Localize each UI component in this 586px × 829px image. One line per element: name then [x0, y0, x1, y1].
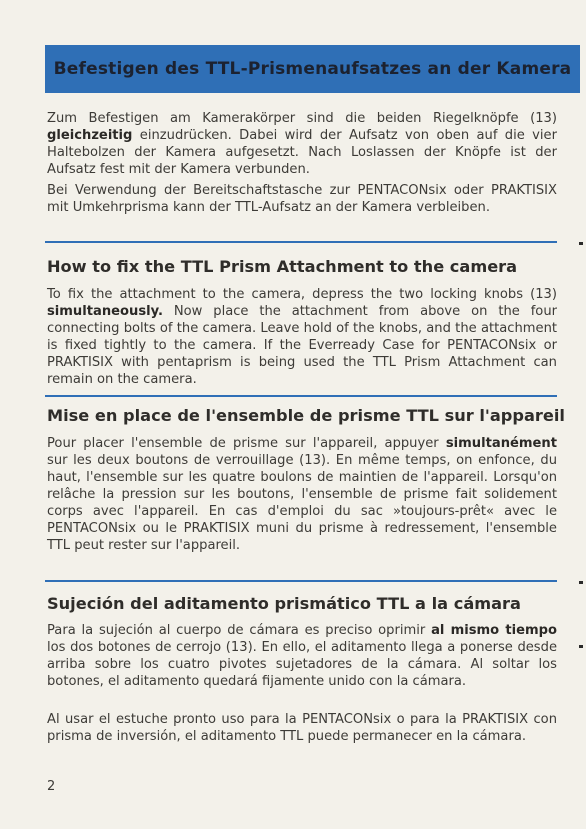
- margin-mark: [579, 581, 583, 584]
- french-text: Pour placer l'ensemble de prisme sur l'appareil, appuyer: [47, 436, 446, 451]
- english-text-cont: Now place the attachment from above on the four connecting bolts of the camera. Leave hold of the knobs, and the attachment is fixed tightly to the camera. If the Everready Case for PENTACONsix or PRAKTISIX with pentaprism is being used the TTL Prism Attachment can remain on the camera.: [47, 304, 557, 387]
- section-banner: [45, 45, 580, 93]
- spanish-text: Para la sujeción al cuerpo de cámara es preciso oprimir: [47, 623, 432, 638]
- english-emphasis: simultaneously.: [47, 304, 163, 319]
- spanish-paragraph-2: Al usar el estuche pronto uso para la PENTACONsix o para la PRAKTISIX con prisma de inversión, el aditamento TTL puede permanecer en la cámara.: [47, 712, 557, 744]
- margin-mark: [579, 242, 583, 245]
- english-heading: How to fix the TTL Prism Attachment to the camera: [47, 257, 518, 276]
- margin-mark: [579, 645, 583, 648]
- french-emphasis: simultanément: [445, 436, 557, 451]
- section-divider: [45, 241, 557, 243]
- german-emphasis: gleichzeitig: [47, 128, 133, 143]
- french-heading: Mise en place de l'ensemble de prisme TTL sur l'appareil: [47, 406, 565, 425]
- spanish-paragraph-1: [47, 622, 557, 690]
- spanish-emphasis: al mismo tiempo: [431, 623, 557, 638]
- german-paragraph-2: Bei Verwendung der Bereitschaftstasche zur PENTACONsix oder PRAKTISIX mit Umkehrprisma kann der TTL-Aufsatz an der Kamera verbleiben.: [47, 183, 557, 215]
- english-paragraph: [47, 286, 557, 388]
- section-divider: [45, 395, 557, 397]
- page-number: 2: [47, 779, 56, 794]
- french-text-cont: sur les deux boutons de verrouillage (13). En même temps, on enfonce, du haut, l'ensemble sur les quatre boulons de maintien de l'appareil. Lorsqu'on relâche la pression sur les boutons, l'ensemble de prisme fait solidement corps avec l'appareil. En cas d'emploi du sac »toujours-prêt« avec le PENTACONsix ou le PRAKTISIX muni du prisme à redressement, l'ensemble TTL peut rester sur l'appareil.: [47, 453, 557, 553]
- french-paragraph: [47, 435, 557, 554]
- section-divider: [45, 580, 557, 582]
- german-text-cont: einzudrücken. Dabei wird der Aufsatz von oben auf die vier Haltebolzen der Kamera aufgesetzt. Nach Loslassen der Knöpfe ist der Aufsatz fest mit der Kamera verbunden.: [47, 128, 557, 177]
- banner-title: Befestigen des TTL-Prismenaufsatzes an der Kamera: [53, 59, 572, 79]
- spanish-text-cont: los dos botones de cerrojo (13). En ello, el aditamento llega a ponerse desde arriba sobre los cuatro pivotes sujetadores de la cámara. Al soltar los botones, el aditamento quedará fijamente unido con la cámara.: [47, 640, 557, 689]
- english-text: To fix the attachment to the camera, depress the two locking knobs (13): [47, 287, 557, 302]
- spanish-heading: Sujeción del aditamento prismático TTL a la cámara: [47, 594, 521, 613]
- german-text: Zum Befestigen am Kamerakörper sind die beiden Riegelknöpfe (13): [47, 111, 557, 126]
- german-paragraph-1: [47, 110, 557, 178]
